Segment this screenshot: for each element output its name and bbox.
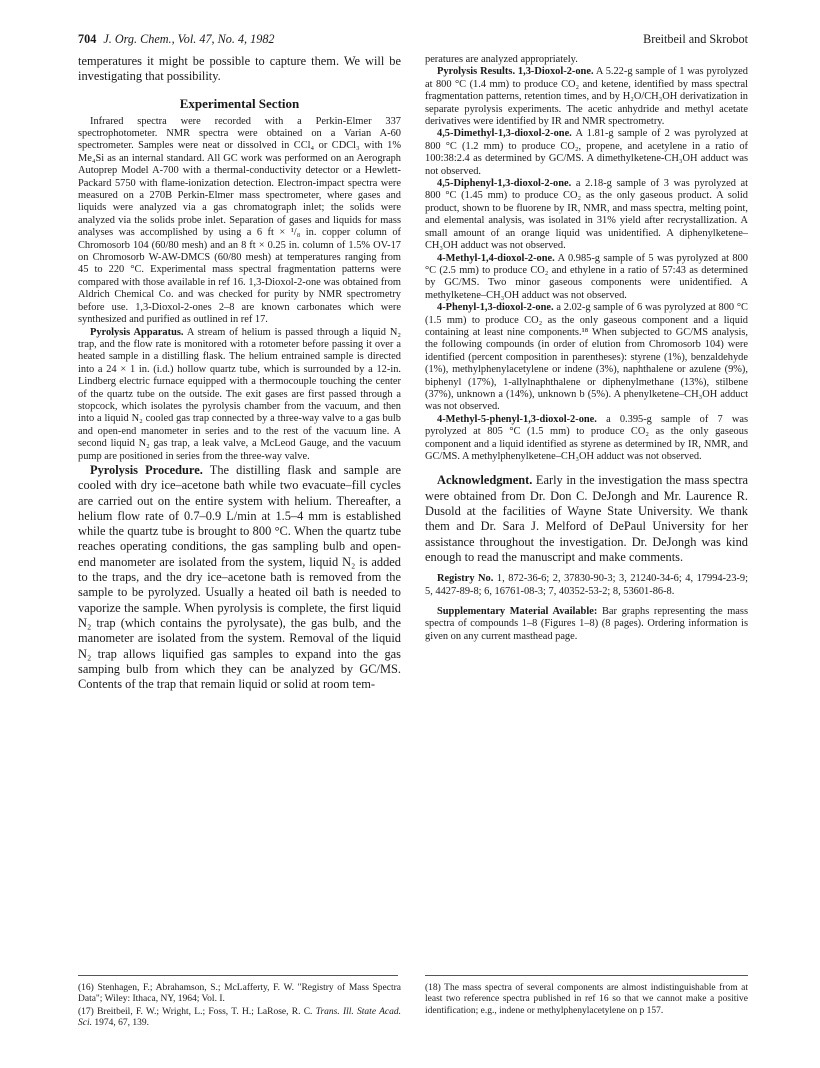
registry-heading: Registry No. (437, 573, 494, 585)
result-paragraph (425, 178, 748, 252)
footnote-18: (18) The mass spectra of several components are almost indistinguishable from at least two reference spectra published in ref 16 so that we cannot make a positive identification; e.g., indene or methylphenylacetylene on p 157. (425, 983, 748, 1016)
result-paragraph (425, 66, 748, 128)
footnote-17 (78, 1007, 401, 1030)
footnote-16: (16) Stenhagen, F.; Abrahamson, S.; McLafferty, F. W. "Registry of Mass Spectra Data"; Wiley: Ithaca, NY, 1964; Vol. I. (78, 983, 401, 1005)
right-column (425, 54, 748, 643)
result-heading: 4,5-Diphenyl-1,3-dioxol-2-one. (437, 178, 572, 190)
page-number: 704 (78, 32, 97, 46)
result-text: a 2.02-g sample of 6 was pyrolyzed at 800 °C (1.5 mm) to produce CO₂ as the only gaseous component and a liquid containing at least nine components.¹⁸ When subjected to GC/MS analysis, the following compounds (in order of elution from Chromosorb 104) were identified (percent composition in parentheses): styrene (1%), benzaldehyde (1%), methylphenylacetylene or indene (3%), naphthalene or azulene (9%), biphenyl (17%), 1-allylnaphthalene or diphenylmethane (13%), stilbene (37%), unknown a (14%), unknown b (5%). A phenylketene–CH₃OH adduct was not observed. (425, 302, 748, 413)
footnote-17-authors: (17) Breitbeil, F. W.; Wright, L.; Foss, T. H.; LaRose, R. C. (78, 1006, 313, 1017)
footnotes-right (425, 983, 748, 1018)
registry-paragraph (425, 573, 748, 598)
continuation-line: peratures are analyzed appropriately. (425, 54, 578, 65)
supplementary-paragraph (425, 606, 748, 643)
result-text: A 0.985-g sample of 5 was pyrolyzed at 800 °C (2.5 mm) to produce CO₂ and ethylene in a ratio of 57:43 as determined by GC/MS. Two minor gaseous components were unidentified. A methylketene–CH₃OH adduct was not observed. (425, 252, 748, 301)
header-citation (78, 30, 275, 48)
registry-text: 1, 872-36-6; 2, 37830-90-3; 3, 21240-34-6; 4, 17994-23-9; 5, 4427-89-8; 6, 16761-08-3; 7, 40352-53-2; 8, 53601-86-8. (425, 573, 748, 597)
left-column (78, 54, 401, 692)
procedure-text: The distilling flask and sample are cooled with dry ice–acetone bath while two evacuate–fill cycles are carried out on the entire system with helium. Thereafter, a helium flow rate of 0.7–0.9 L/min at 1.5–4 mm is established while the quartz tube is brought to 800 °C. When the quartz tube reaches operating conditions, the gas sampling bulb and open-end manometer are isolated from the system, liquid N₂ is added to the traps, and the dry ice–acetone bath is removed from the sample to be pyrolyzed. Usually a heated oil bath is needed to vaporize the sample. When pyrolysis is complete, the first liquid N₂ trap (which contains the pyrolysate), the gas bulb, and the manometer are isolated from the system. Removal of the liquid N₂ trap allows liquified gas samples to expand into the gas samping bulb from which they can be analyzed by GC/MS. Contents of the trap that remain liquid or solid at room tem- (78, 462, 402, 692)
supplementary-heading: Supplementary Material Available: (437, 606, 598, 617)
result-text: A 1.81-g sample of 2 was pyrolyzed at 800 °C (1.2 mm) to produce CO₂, propene, and acetylene in a ratio of 100:38:2.4 as determined by GC/MS. A dimethylketene-CH₃OH adduct was not observed. (425, 128, 748, 177)
apparatus-heading: Pyrolysis Apparatus. (90, 326, 184, 338)
acknowledgment-paragraph (425, 473, 748, 565)
footnote-17-volume: 1974, 67, 139. (94, 1017, 149, 1028)
result-heading: Pyrolysis Results. 1,3-Dioxol-2-one. (437, 66, 594, 78)
running-header (78, 30, 748, 48)
footnote-rule-left (78, 975, 398, 976)
footnote-rule-right (425, 975, 748, 976)
procedure-heading: Pyrolysis Procedure. (90, 462, 203, 477)
procedure-paragraph (78, 463, 401, 692)
result-text: a 0.395-g sample of 7 was pyrolyzed at 805 °C (1.5 mm) to produce CO₂ as the only gaseous component and a liquid identified as styrene as determined by IR, NMR, and GC/MS. A methylphenylketene–CH₃OH adduct was not observed. (425, 413, 748, 462)
footnotes-left (78, 983, 401, 1030)
result-text: A 5.22-g sample of 1 was pyrolyzed at 800 °C (1.4 mm) to produce CO₂ and ketene, identified by mass spectral fragmentation patterns, retention times, and by H₂O/CH₃OH derivatization in separate pyrolysis experiments. The acetic anhydride and methyl acetate derivatives were identified by IR and NMR spectrometry. (425, 66, 748, 128)
footnote-17-journal: Trans. Ill. State Acad. Sci. (78, 1006, 402, 1028)
apparatus-paragraph (78, 327, 401, 463)
result-heading: 4,5-Dimethyl-1,3-dioxol-2-one. (437, 128, 572, 140)
experimental-paragraph: Infrared spectra were recorded with a Perkin-Elmer 337 spectrophotometer. NMR spectra were obtained on a Varian A-60 spectrometer. Samples were neat or dissolved in CCl₄ or CDCl₃ with 1% Me₄Si as an internal standard. All GC work was performed on an Aerograph Autoprep Model A-700 with a thermal-conductivity detector or a Hewlett-Packard 5750 with flame-ionization detection. Electron-impact spectra were measured on a 270B Perkin-Elmer mass spectrometer, where gases and liquids were analyzed via a gas chromatograph inlet; the solids were analyzed via the solids probe inlet. Separation of gases and liquids for mass analyses was accomplished by using a 6 ft × ¹/₈ in. copper column of Chromosorb 104 (60/80 mesh) and an 8 ft × 0.25 in. column of 1.5% OV-17 on Chromosorb W-AW-DMCS (60/80 mesh) at temperatures ranging from 45 to 220 °C. Experimental mass spectral fragmentation patterns were compared with those available in ref 16. 1,3-Dioxol-2-one was obtained from Aldrich Chemical Co. and was checked for purity by NMR spectrometry before use. 1,3-Dioxol-2-ones 2–8 are known carbonates which were synthesized and purified as outlined in ref 17. (78, 115, 401, 326)
result-paragraph (425, 253, 748, 303)
result-heading: 4-Methyl-5-phenyl-1,3-dioxol-2-one. (437, 413, 597, 425)
supplementary-text: Bar graphs representing the mass spectra of compounds 1–8 (Figures 1–8) (8 pages). Ordering information is given on any current masthead page. (425, 606, 748, 642)
result-paragraph (425, 414, 748, 464)
result-text: a 2.18-g sample of 3 was pyrolyzed at 800 °C (1.45 mm) to produce CO₂ as the only gaseous product. A solid product, shown to be fluorene by IR, NMR, and mass spectra, melting point, and elemental analysis, was isolated in 31% yield after recrystallization. A small amount of an orange liquid was unidentified. A diphenylketene–CH₃OH adduct was not observed. (425, 178, 748, 252)
apparatus-text: A stream of helium is passed through a liquid N₂ trap, and the flow rate is monitored with a rotometer before passing it over a heated sample in a distilling flask. The helium entrained sample is directed into a 24 × 1 in. (i.d.) hollow quartz tube, which is surrounded by a 12-in. Lindberg electric furnace equipped with a thermocouple touching the center of the quartz tube on the outside. The exit gases are first passed through a stopcock, which isolates the pyrolysis chamber from the vacuum, and then into a liquid N₂ cooled gas trap connected by a three-way valve to a gas bulb and open-end manometer in series and to the rest of the vacuum line. A second liquid N₂ gas trap, a leak valve, a McLeod Gauge, and the vacuum pump are positioned in series from the three-way valve. (78, 326, 401, 462)
header-authors: Breitbeil and Skrobot (643, 32, 748, 46)
result-paragraph (425, 302, 748, 414)
acknowledgment-text: Early in the investigation the mass spectra were obtained from Dr. Don C. DeJongh and Mr. Laurence R. Dusold at the facilities of Wayne State University. We thank them and Dr. Sara J. Melford of DePaul University for her assistance throughout the investigation. Dr. DeJongh was kind enough to read the manuscript and make comments. (425, 473, 748, 564)
section-title: Experimental Section (179, 95, 300, 111)
result-heading: 4-Methyl-1,4-dioxol-2-one. (437, 252, 555, 264)
intro-paragraph: temperatures it might be possible to capture them. We will be investigating that possibility. (78, 54, 401, 84)
journal-citation: J. Org. Chem., Vol. 47, No. 4, 1982 (103, 32, 275, 46)
result-heading: 4-Phenyl-1,3-dioxol-2-one. (437, 302, 554, 314)
result-paragraph (425, 128, 748, 178)
acknowledgment-heading: Acknowledgment. (437, 473, 533, 488)
